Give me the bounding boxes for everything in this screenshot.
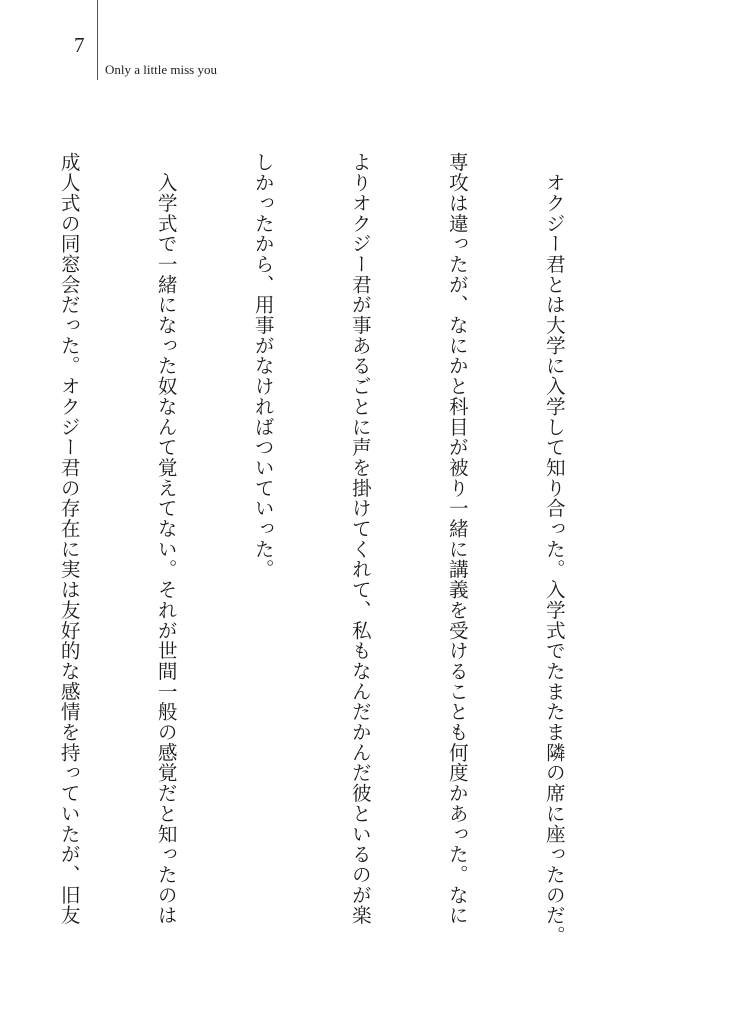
text-column: 成人式の同窓会だった。オクジー君の存在に実は友好的な感情を持っていたが、旧友	[57, 152, 81, 926]
text-column: よりオクジー君が事あるごとに声を掛けてくれて、私もなんだかんだ彼といるのが楽	[348, 152, 372, 926]
text-column: 入学式で一緒になった奴なんて覚えてない。それが世間一般の感覚だと知ったのは	[154, 152, 178, 926]
text-column: しかったから、用事がなければついていった。	[251, 152, 275, 580]
text-column: オクジー君とは大学に入学して知り合った。入学式でたまたま隣の席に座ったのだ。	[542, 152, 566, 946]
body-text	[57, 152, 634, 952]
running-title: Only a little miss you	[105, 62, 217, 77]
page-number: 7	[74, 33, 85, 57]
header-divider	[97, 0, 98, 80]
text-column: 専攻は違ったが、なにかと科目が被り一緒に講義を受けることも何度かあった。なに	[445, 152, 469, 926]
